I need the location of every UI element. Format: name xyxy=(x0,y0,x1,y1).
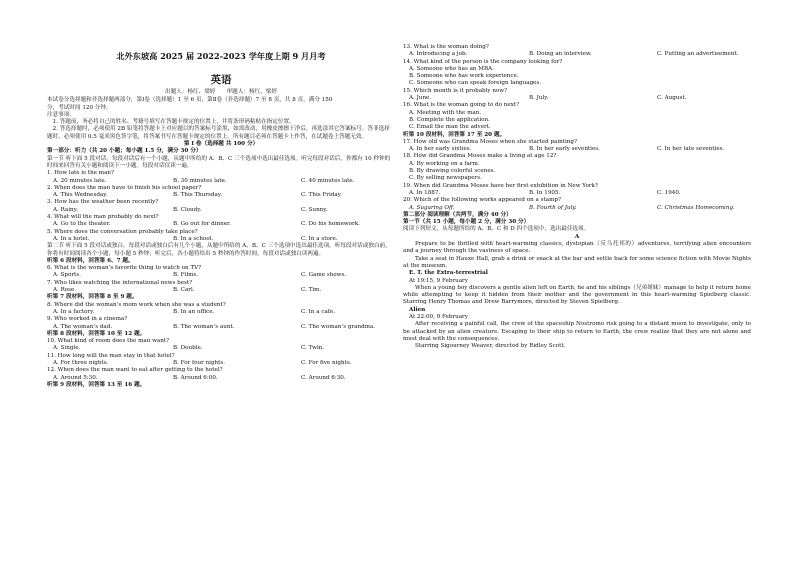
option-a: A. Someone who has an MBA. xyxy=(409,65,494,72)
question-stem: 16. What is the woman going to do next? xyxy=(403,102,520,109)
material-heading: 听第 8 段材料，回答第 10 至 12 题。 xyxy=(47,330,146,337)
question-stem: 8. Where did the woman’s mom work when she was a student? xyxy=(47,301,226,308)
question xyxy=(403,197,751,212)
option-a: A. By working on a farm. xyxy=(409,160,480,167)
option-a: A. This Wednesday. xyxy=(53,192,108,199)
option-c: C. Twin. xyxy=(301,345,325,352)
option-c: C. This Friday. xyxy=(301,192,342,199)
option-b: B. Carl. xyxy=(173,287,195,294)
option-b: B. For four nights. xyxy=(173,359,226,366)
passage-label: A xyxy=(574,233,580,240)
option-c: C. In a store. xyxy=(301,235,338,242)
option-c: C. Email the man the advert. xyxy=(409,124,491,131)
material-heading: 听第 6 段材料，回答第 6、7 题。 xyxy=(47,257,134,264)
option-b: B. Go out for dinner. xyxy=(173,221,231,228)
question-stem: 6. What is the woman’s favorite thing to watch on TV? xyxy=(47,265,202,272)
option-a: A. 20 minutes late. xyxy=(53,177,107,184)
option-b: B. Cloudy. xyxy=(173,206,202,213)
option-b: B. Someone who has work experience. xyxy=(409,73,519,80)
question xyxy=(47,338,395,353)
question-stem: 4. What will the man probably do next? xyxy=(47,214,159,221)
question xyxy=(47,280,395,295)
option-b: B. The woman’s aunt. xyxy=(173,323,235,330)
material-heading: 听第 7 段材料，回答第 8 至 9 题。 xyxy=(47,294,138,301)
question xyxy=(47,353,395,368)
option-c: C. 40 minutes late. xyxy=(301,177,355,184)
question xyxy=(47,185,395,200)
option-c: C. August. xyxy=(657,95,687,102)
question xyxy=(403,59,751,88)
option-b: B. In 1905. xyxy=(529,189,561,196)
film-time: At 19:15, 9 February xyxy=(409,277,468,284)
question-stem: 3. How has the weather been recently? xyxy=(47,199,159,206)
film-description: When a young boy discovers a gentle alien left on Earth, he and his siblings（兄弟姐妹）manage to help it return home while attempting to keep it hidden from their mother and the government in this heart-warming Spielberg classic. Starring Henry Thomas and Drew Barrymore, directed by Steven Spielberg. xyxy=(403,284,751,306)
exam-authors: 出题人：杨红、梁婷 审题人：杨红、梁婷 xyxy=(165,89,277,95)
option-a: A. In 1887. xyxy=(409,189,441,196)
option-a: A. Introducing a job. xyxy=(409,51,468,58)
film-title: Alien xyxy=(409,306,426,313)
question-stem: 14. What kind of the person is the company looking for? xyxy=(403,58,563,65)
option-a: A. June. xyxy=(409,95,432,102)
option-c: C. Someone who can speak foreign languages. xyxy=(409,80,542,87)
option-c: C. Do his homework. xyxy=(301,221,360,228)
question-stem: 1. How late is the man? xyxy=(47,170,115,177)
film-description: After receiving a painful call, the crew of the spaceship Nostromo risk going to a distant moon to investigate, only to be attacked by an alien creature. Escaping to their ship to return to Earth, the crew realize that they are not alone and must deal with the consequences. xyxy=(403,321,751,342)
question-stem: 9. Who worked in a cinema? xyxy=(47,316,128,323)
option-a: A. In her early sixties. xyxy=(409,146,472,153)
question-stem: 13. What is the woman doing? xyxy=(403,44,489,50)
option-c: C. By selling newspapers. xyxy=(409,175,482,182)
question xyxy=(403,139,751,154)
question-stem: 7. Who likes watching the international news best? xyxy=(47,279,193,286)
passage-paragraph: Prepare to be thrilled with heart-warming classics, dystopian（反乌托邦的）adventures, terrifying alien encounters and a journey through the vastness of space. xyxy=(403,241,751,255)
section2-intro: 第二节 听下面 5 段对话或独白，每段对话或独白后有几个小题，从题中所给的 A、B、C 三个选项中选出最佳选项。听每段对话或独白前，你将有时间阅读各个小题，每小题 5 秒钟；听完后，各小题将给出 5 秒钟的作答时间。每段对话或独白读两遍。 xyxy=(47,243,391,257)
intro-line: 分，考试时间 120 分钟。 xyxy=(47,104,112,111)
question xyxy=(47,302,395,317)
material-heading: 听第 10 段材料，回答第 17 至 20 题。 xyxy=(403,131,506,138)
section1-intro: 第一节 听下面 5 段对话，每段对话后有一个小题，从题中所给的 A、B、C 三个选项中选出最佳选项。听完每段对话后，你都有 10 秒钟的时间来回答有关小题和阅读下一小题。每段对话仅读一遍。 xyxy=(47,155,391,169)
intro-line: 1. 答题前，务必将自己的姓名、考籍号填写在答题卡规定的位置上，并将条形码粘贴在指定位置。 xyxy=(47,119,295,126)
option-b: B. By drawing colorful scenes. xyxy=(409,168,496,175)
option-a: A. Rose. xyxy=(53,287,77,294)
option-c: C. Tim. xyxy=(301,287,322,294)
option-c: C. 1940. xyxy=(657,189,681,196)
question xyxy=(47,367,395,382)
question-stem: 11. How long will the man stay in that hotel? xyxy=(47,352,175,359)
option-a: A. Sports. xyxy=(53,272,81,279)
question-stem: 10. What kind of room does the man want? xyxy=(47,338,170,345)
option-c: C. In her late seventies. xyxy=(657,146,725,153)
part2-section1-heading: 第一节（共 15 小题，每小题 2 分，满分 30 分） xyxy=(403,219,530,226)
question xyxy=(403,153,751,182)
option-c: C. Around 6:30. xyxy=(301,374,346,381)
option-a: A. Meeting with the man. xyxy=(409,109,482,116)
question xyxy=(403,88,751,103)
option-a: A. In a factory. xyxy=(53,308,95,315)
option-b: B. In a school. xyxy=(173,235,214,242)
part2-heading: 第二部分 阅读理解（共两节，满分 40 分） xyxy=(403,211,512,218)
option-b: B. This Thursday. xyxy=(173,192,223,199)
option-c: C. The woman’s grandma. xyxy=(301,323,376,330)
question-stem: 5. Where does the conversation probably take place? xyxy=(47,228,198,235)
option-a: A. For three nights. xyxy=(53,359,109,366)
question xyxy=(47,265,395,280)
part2-instructions: 阅读下列短文，从每题所给的 A、B、C 和 D 四个选项中，选出最佳选项。 xyxy=(403,226,590,233)
option-a: A. In a hotel. xyxy=(53,235,90,242)
question xyxy=(403,183,751,198)
question-stem: 20. Which of the following works appeared on a stamp? xyxy=(403,197,561,204)
part1-heading: 第 I 卷（选择题 共 100 分） xyxy=(183,141,259,148)
question xyxy=(47,229,395,244)
option-c: C. Christmas Homecoming. xyxy=(657,204,735,211)
question-stem: 19. When did Grandma Moses have her first exhibition in New York? xyxy=(403,182,598,189)
question-stem: 2. When does the man have to finish his school paper? xyxy=(47,184,202,191)
option-b: B. In an office. xyxy=(173,308,215,315)
question-stem: 12. When does the man want to eat after getting to the hotel? xyxy=(47,367,223,374)
option-b: B. Doing an interview. xyxy=(529,51,592,58)
exam-title: 北外东坡高 2025 届 2022-2023 学年度上期 9 月月考 xyxy=(116,51,326,61)
question xyxy=(47,214,395,229)
question xyxy=(47,316,395,331)
film-time: At 22:00, 9 February xyxy=(409,313,468,320)
passage-paragraph: Take a seat in Hauxe Hall, grab a drink or snack at the bar and settle back for some science fiction with Movie Nights at the museum. xyxy=(403,255,751,269)
option-a: A. Sugaring Off. xyxy=(409,204,455,211)
option-b: B. Double. xyxy=(173,345,203,352)
option-b: B. In her early seventies. xyxy=(529,146,600,153)
option-a: A. Single. xyxy=(53,345,81,352)
option-c: C. For five nights. xyxy=(301,359,352,366)
question xyxy=(403,44,751,59)
option-a: A. The woman’s dad. xyxy=(53,323,113,330)
option-a: A. Rainy. xyxy=(53,206,78,213)
left-column xyxy=(47,89,395,389)
intro-line: 2. 答选择题时，必须使用 2B 铅笔将答题卡上对应题目的答案标号涂黑，如需改动，用橡皮擦擦干净后，再选涂其它答案标号。答非选择题时，必须使用 0.5 毫米黑色签字笔，将答案书写在答题卡规定的位置上。所有题目必须在答题卡上作答，在试题卷上答题无效。 xyxy=(47,126,390,140)
intro-line: 注意事项： xyxy=(47,111,75,118)
option-b: B. Around 6:00. xyxy=(173,374,218,381)
option-b: B. 30 minutes late. xyxy=(173,177,227,184)
material-heading: 听第 9 段材料，回答第 13 至 16 题。 xyxy=(47,381,146,388)
option-b: B. July. xyxy=(529,95,549,102)
option-b: B. Films. xyxy=(173,272,199,279)
section1-heading: 第一部分：听力（共 20 小题；每小题 1.5 分，满分 30 分） xyxy=(47,148,202,155)
option-c: C. Sunny. xyxy=(301,206,328,213)
question xyxy=(47,199,395,214)
question xyxy=(47,170,395,185)
film-credits: Starring Sigourney Weaver, directed by Ridley Scott. xyxy=(415,343,566,350)
exam-subject: 英语 xyxy=(210,74,232,86)
option-b: B. Fourth of July. xyxy=(529,204,577,211)
option-c: C. Game shows. xyxy=(301,272,347,279)
option-b: B. Complete the application. xyxy=(409,116,490,123)
question xyxy=(403,102,751,131)
film-title: E. T. the Extra-terrestrial xyxy=(409,270,488,277)
option-a: A. Around 5:30. xyxy=(53,374,98,381)
question-stem: 15. Which month is it probably now? xyxy=(403,87,508,94)
option-c: C. In a cafe. xyxy=(301,308,335,315)
right-column xyxy=(403,44,751,350)
option-a: A. Go to the theater. xyxy=(53,221,111,228)
option-c: C. Putting an advertisement. xyxy=(657,51,739,58)
question-stem: 18. How did Grandma Moses make a living at age 12? xyxy=(403,153,557,160)
question-stem: 17. How old was Grandma Moses when she started painting? xyxy=(403,138,577,145)
intro-line: 本试卷分选择题和非选择题两部分，第Ⅰ卷（选择题）1 至 6 页，第Ⅱ卷（非选择题）7 至 8 页，共 8 页，满分 150 xyxy=(47,97,333,104)
